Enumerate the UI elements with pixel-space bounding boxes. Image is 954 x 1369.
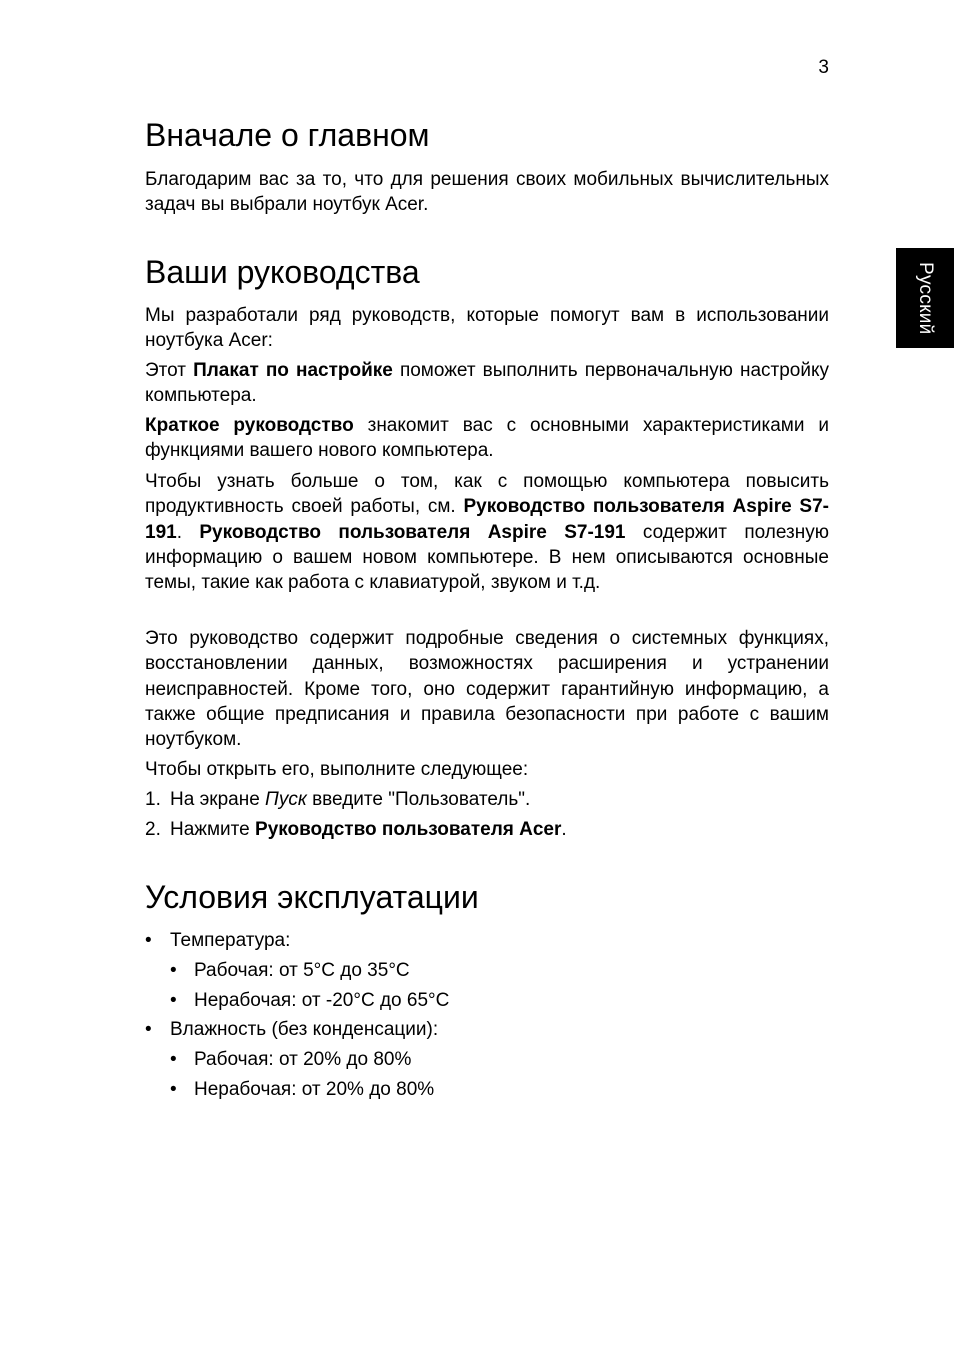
heading-first-things: Вначале о главном	[145, 117, 430, 153]
setup-poster-text-a: Этот	[145, 360, 194, 381]
setup-poster-title: Плакат по настройке	[193, 360, 393, 381]
step-1-text-c: введите "Пользователь".	[306, 789, 531, 810]
acer-user-manual-title: Руководство пользователя Acer	[255, 819, 562, 840]
humidity-label: Влажность (без конденсации):	[170, 1019, 439, 1040]
user-manual-title-1: Руководство пользователя Aspire S7-191	[145, 496, 829, 543]
bullet-icon: •	[170, 1079, 177, 1100]
step-2-text-c: .	[561, 819, 567, 840]
user-manual-text-a: Чтобы узнать больше о том, как с помощью компьютера повысить продуктивность своей работы, см.	[145, 471, 829, 518]
open-instructions: Чтобы открыть его, выполните следующее:	[145, 759, 529, 780]
setup-poster-paragraph	[145, 358, 829, 409]
page-number: 3	[818, 57, 829, 78]
quick-guide-title: Краткое руководство	[145, 415, 354, 436]
setup-poster-text-c: поможет выполнить первоначальную настройку компьютера.	[145, 360, 830, 407]
step-1-number: 1.	[145, 789, 161, 810]
step-1-text	[170, 787, 530, 812]
manual-contents-paragraph: Это руководство содержит подробные сведения о системных функциях, восстановлении данных, возможностях расширения и устранении неисправностей. Кроме того, оно содержит гарантийную информацию, а также общие предписания и правила безопасности при работе с вашим ноутбуком.	[145, 628, 829, 751]
quick-guide-paragraph	[145, 413, 829, 464]
language-tab-label: Русский	[915, 261, 936, 335]
bullet-icon: •	[170, 1049, 177, 1070]
quick-guide-text: знакомит вас с основными характеристиками и функциями вашего нового компьютера.	[145, 415, 829, 462]
user-manual-paragraph	[145, 469, 829, 595]
guides-paragraph: Мы разработали ряд руководств, которые помогут вам в использовании ноутбука Acer:	[145, 305, 829, 352]
step-2-number: 2.	[145, 819, 161, 840]
step-2-text-a: Нажмите	[170, 819, 256, 840]
language-tab	[896, 248, 954, 348]
humidity-non-operating: Нерабочая: от 20% до 80%	[194, 1079, 435, 1100]
bullet-icon: •	[170, 960, 177, 981]
step-1-text-a: На экране	[170, 789, 266, 810]
heading-your-guides: Ваши руководства	[145, 254, 420, 290]
step-2-text	[170, 817, 567, 842]
temperature-label: Температура:	[170, 930, 291, 951]
heading-operating-conditions: Условия эксплуатации	[145, 879, 479, 915]
start-screen-label: Пуск	[265, 789, 307, 810]
humidity-operating: Рабочая: от 20% до 80%	[194, 1049, 412, 1070]
intro-paragraph: Благодарим вас за то, что для решения своих мобильных вычислительных задач вы выбрали ноутбук Acer.	[145, 169, 829, 216]
user-manual-text-c: .	[176, 521, 200, 543]
bullet-icon: •	[170, 990, 177, 1011]
temperature-non-operating: Нерабочая: от -20°C до 65°C	[194, 990, 450, 1011]
bullet-icon: •	[145, 1019, 152, 1040]
user-manual-title-2: Руководство пользователя Aspire S7-191	[199, 521, 626, 543]
temperature-operating: Рабочая: от 5°C до 35°C	[194, 960, 410, 981]
bullet-icon: •	[145, 930, 152, 951]
user-manual-text-d: содержит полезную информацию о вашем новом компьютере. В нем описываются основные темы, такие как работа с клавиатурой, звуком и т.д.	[145, 521, 830, 594]
